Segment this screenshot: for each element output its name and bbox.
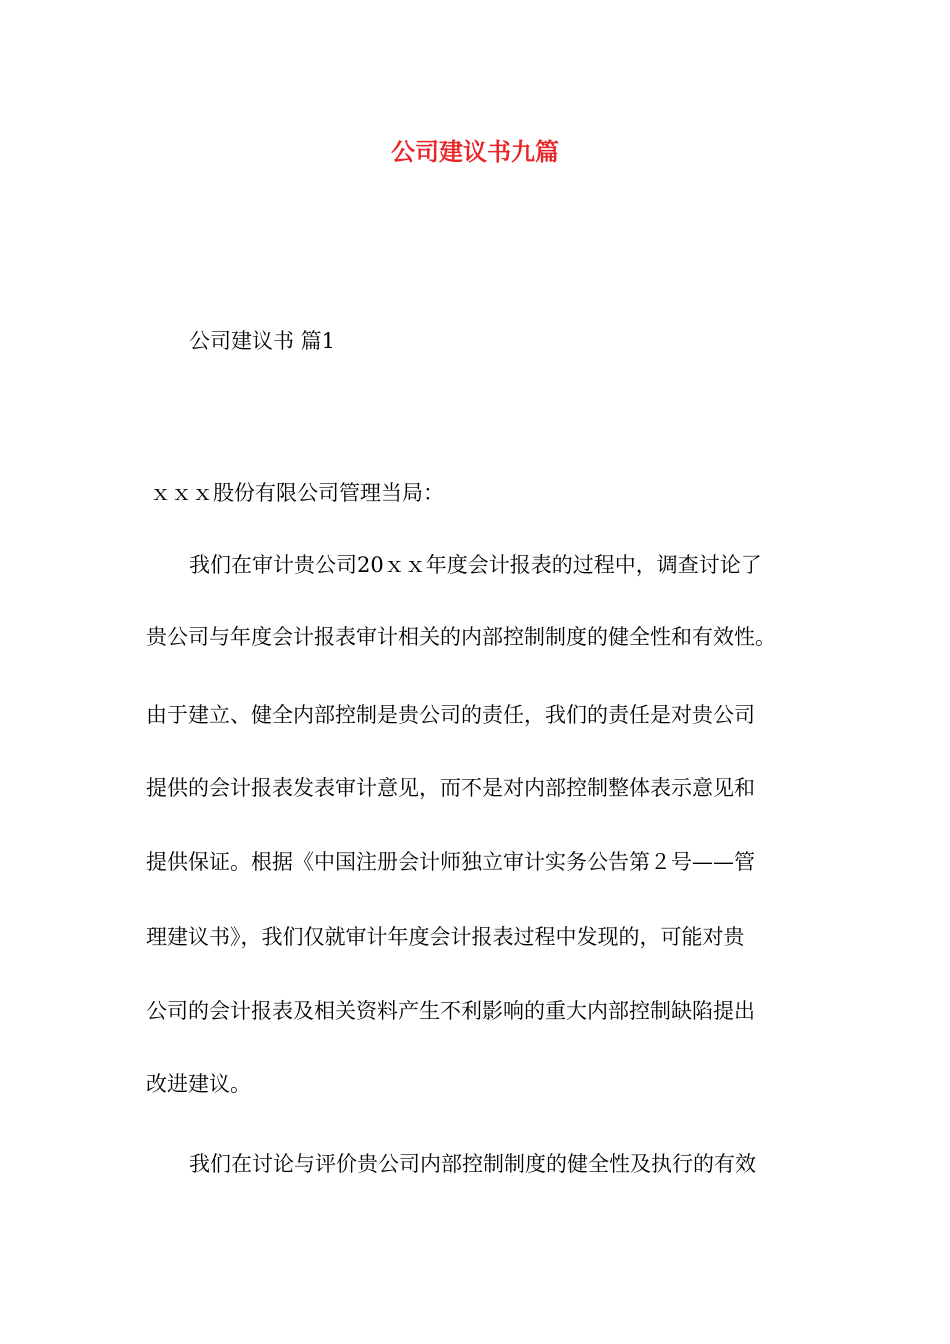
paragraph-1-line-2: 贵公司与年度会计报表审计相关的内部控制制度的健全性和有效性。 (146, 625, 776, 649)
paragraph-1-line-6: 理建议书》，我们仅就审计年度会计报表过程中发现的，可能对贵 (146, 925, 745, 949)
paragraph-1-line-7: 公司的会计报表及相关资料产生不利影响的重大内部控制缺陷提出 (146, 999, 755, 1023)
salutation: ｘｘｘ股份有限公司管理当局： (150, 481, 444, 505)
paragraph-1-line-1: 我们在审计贵公司20ｘｘ年度会计报表的过程中，调查讨论了 (189, 553, 762, 577)
section-heading: 公司建议书 篇1 (189, 329, 336, 353)
paragraph-1-line-5: 提供保证。根据《中国注册会计师独立审计实务公告第２号——管 (146, 850, 755, 874)
paragraph-1-line-3: 由于建立、健全内部控制是贵公司的责任，我们的责任是对贵公司 (146, 703, 755, 727)
paragraph-1-line-4: 提供的会计报表发表审计意见，而不是对内部控制整体表示意见和 (146, 776, 755, 800)
paragraph-1-line-8: 改进建议。 (146, 1072, 251, 1096)
paragraph-2-line-1: 我们在讨论与评价贵公司内部控制制度的健全性及执行的有效 (189, 1152, 756, 1176)
document-title: 公司建议书九篇 (391, 138, 559, 166)
